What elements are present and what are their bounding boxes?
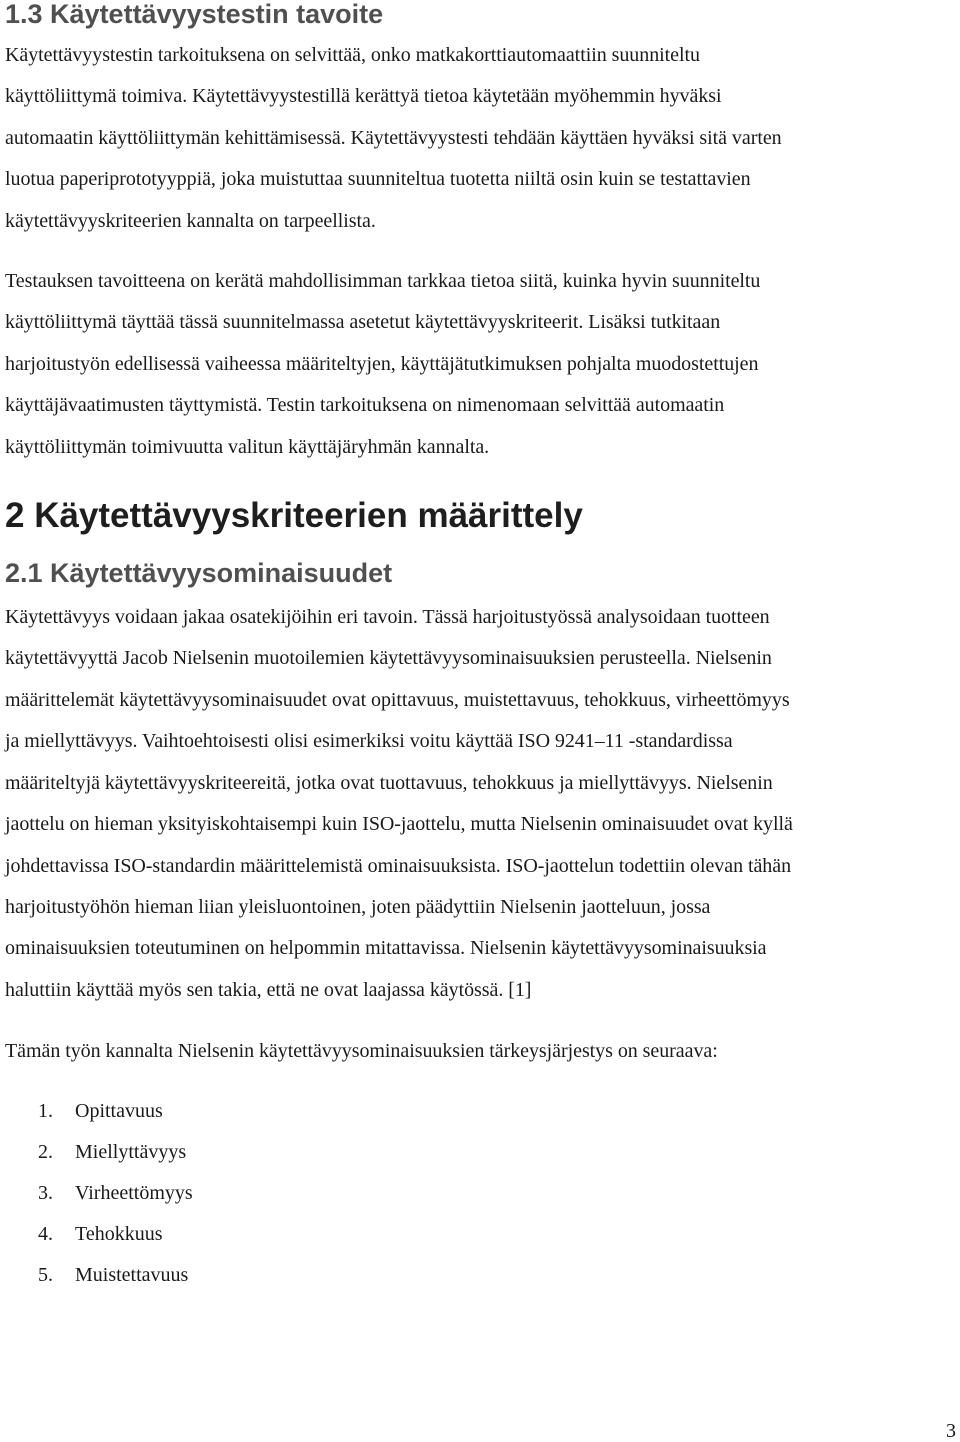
- text-line: ominaisuuksien toteutuminen on helpommin mitattavissa. Nielsenin käytettävyysominaisuuksia: [5, 937, 767, 960]
- text-line: haluttiin käyttää myös sen takia, että ne ovat laajassa käytössä. [1]: [5, 978, 532, 1001]
- list-item-label: Virheettömyys: [75, 1181, 193, 1204]
- text-line: käyttöliittymän toimivuutta valitun käyttäjäryhmän kannalta.: [5, 435, 490, 458]
- list-item: [5, 1173, 955, 1214]
- text-line: jaottelu on hieman yksityiskohtaisempi kuin ISO-jaottelu, mutta Nielsenin ominaisuudet ovat kyllä: [5, 813, 793, 836]
- section-heading-2-1: 2.1 Käytettävyysominaisuudet: [5, 558, 393, 589]
- text-line: käyttöliittymä täyttää tässä suunnitelmassa asetetut käytettävyyskriteerit. Lisäksi tutkitaan: [5, 311, 721, 334]
- text-line: käytettävyyskriteerien kannalta on tarpeellista.: [5, 209, 376, 232]
- text-line: määrittelemät käytettävyysominaisuudet ovat opittavuus, muistettavuus, tehokkuus, virheettömyys: [5, 688, 790, 711]
- text-line: harjoitustyön edellisessä vaiheessa määriteltyjen, käyttäjätutkimuksen pohjalta muodostettujen: [5, 352, 759, 375]
- list-item-label: Tehokkuus: [75, 1223, 163, 1246]
- paragraph-usability-attributes: [5, 597, 955, 1011]
- list-item: [5, 1091, 955, 1132]
- list-item-label: Muistettavuus: [75, 1264, 189, 1287]
- list-item-number: 3.: [38, 1181, 53, 1204]
- list-item: [5, 1255, 955, 1296]
- page-number: 3: [946, 1420, 956, 1442]
- text-line: määriteltyjä käytettävyyskriteereitä, jotka ovat tuottavuus, tehokkuus ja miellyttävyys. Nielsenin: [5, 771, 773, 794]
- text-line: käytettävyyttä Jacob Nielsenin muotoilemien käytettävyysominaisuuksien perusteella. Nielsenin: [5, 647, 772, 670]
- text-line: luotua paperiprototyyppiä, joka muistuttaa suunniteltua tuotetta niiltä osin kuin se testattavien: [5, 168, 751, 191]
- text-line: käyttöliittymä toimiva. Käytettävyystestillä kerättyä tietoa käytetään myöhemmin hyväksi: [5, 85, 722, 108]
- list-item-number: 2.: [38, 1140, 53, 1163]
- text-line: harjoitustyöhön hieman liian yleisluontoinen, joten päädyttiin Nielsenin jaotteluun, jossa: [5, 895, 711, 918]
- text-line: Tämän työn kannalta Nielsenin käytettävyysominaisuuksien tärkeysjärjestys on seuraava:: [5, 1040, 718, 1063]
- list-item: [5, 1132, 955, 1173]
- chapter-heading-2: 2 Käytettävyyskriteerien määrittely: [5, 496, 583, 536]
- text-line: automaatin käyttöliittymän kehittämisessä. Käytettävyystesti tehdään käyttäen hyväksi sitä varten: [5, 126, 782, 149]
- list-item-label: Opittavuus: [75, 1099, 163, 1122]
- text-line: Käytettävyys voidaan jakaa osatekijöihin eri tavoin. Tässä harjoitustyössä analysoidaan tuotteen: [5, 606, 770, 629]
- list-item-number: 4.: [38, 1223, 53, 1246]
- paragraph-priority-intro: [5, 1031, 955, 1072]
- text-line: ja miellyttävyys. Vaihtoehtoisesti olisi esimerkiksi voitu käyttää ISO 9241–11 -standardissa: [5, 730, 733, 753]
- text-line: Käytettävyystestin tarkoituksena on selvittää, onko matkakorttiautomaattiin suunniteltu: [5, 44, 700, 66]
- paragraph-test-goal: [5, 35, 955, 242]
- paragraph-test-objective: [5, 261, 955, 468]
- text-line: Testauksen tavoitteena on kerätä mahdollisimman tarkkaa tietoa siitä, kuinka hyvin suunniteltu: [5, 270, 761, 293]
- text-line: johdettavissa ISO-standardin määrittelemistä ominaisuuksista. ISO-jaottelun todettiin olevan tähän: [5, 854, 792, 877]
- list-item-number: 1.: [38, 1099, 53, 1122]
- section-heading-1-3: 1.3 Käytettävyystestin tavoite: [5, 0, 384, 29]
- list-item: [5, 1214, 955, 1255]
- text-line: käyttäjävaatimusten täyttymistä. Testin tarkoituksena on nimenomaan selvittää automaatin: [5, 394, 725, 417]
- list-item-label: Miellyttävyys: [75, 1140, 187, 1163]
- priority-list: [5, 1091, 955, 1297]
- document-page: [5, 0, 955, 1296]
- list-item-number: 5.: [38, 1264, 53, 1287]
